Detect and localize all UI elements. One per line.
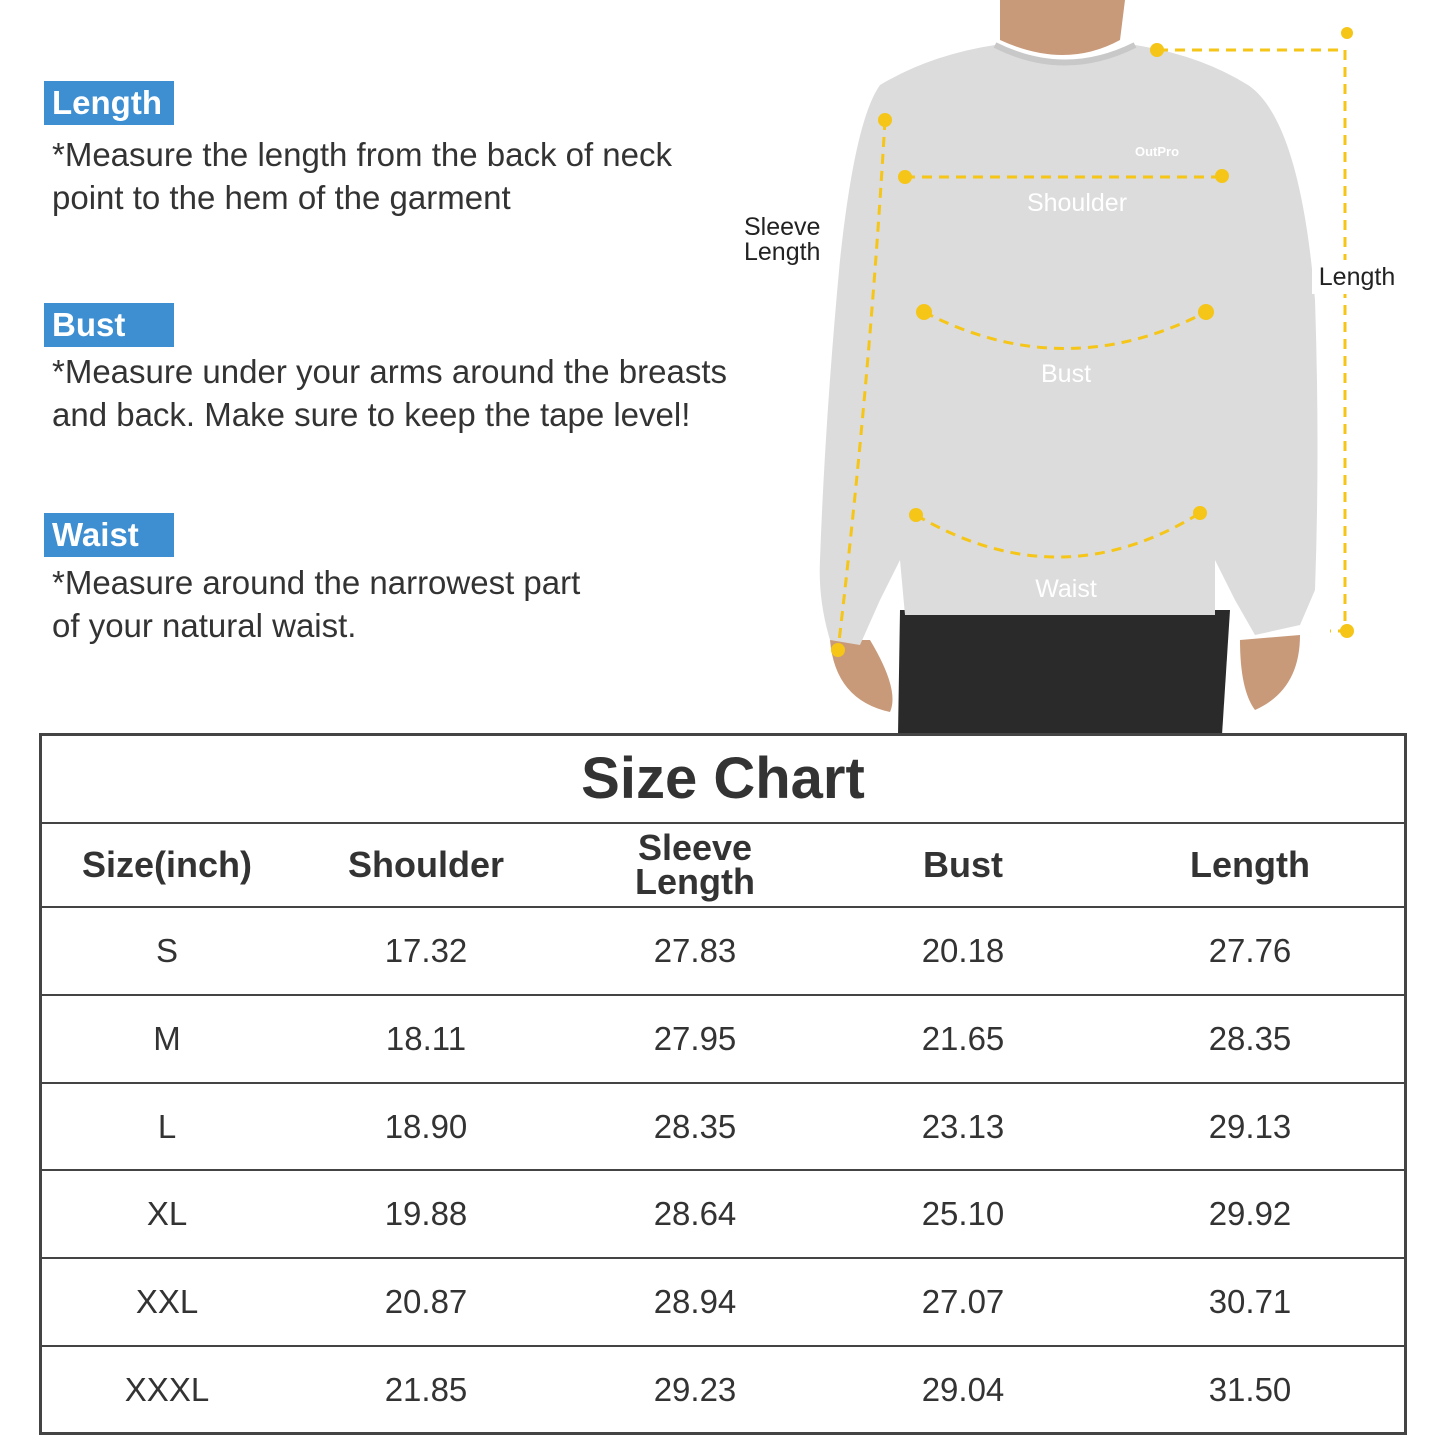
header-bust: Bust [923,844,1003,885]
cell-sleeve: 27.83 [653,931,737,969]
cell-length: 27.76 [1208,931,1292,969]
cell-bust: 27.07 [921,1283,1005,1321]
table-row [42,996,1404,1084]
cell-size: XXL [135,1283,199,1321]
cell-shoulder: 18.11 [385,1019,467,1057]
cell-sleeve: 28.64 [653,1195,737,1233]
table-row [42,1084,1404,1172]
bust-desc-line1: *Measure under your arms around the breasts [52,353,728,390]
right-hand [1240,635,1300,710]
cell-length: 31.50 [1208,1371,1292,1409]
neck-skin [1000,0,1125,55]
waist-tag: Waist [44,513,174,557]
header-size: Size(inch) [81,844,252,885]
bust-label: Bust [1040,360,1092,388]
cell-length: 29.92 [1208,1195,1292,1233]
cell-size: XXXL [124,1371,210,1409]
cell-bust: 20.18 [921,931,1005,969]
cell-bust: 23.13 [921,1107,1005,1145]
header-length: Length [1190,844,1310,885]
table-body [42,908,1404,1433]
bust-desc-line2: and back. Make sure to keep the tape level! [52,396,691,433]
garment-figure [740,0,1445,735]
cell-shoulder: 19.88 [384,1195,468,1233]
cell-length: 29.13 [1208,1107,1292,1145]
cell-bust: 25.10 [921,1195,1005,1233]
cell-shoulder: 21.85 [384,1371,468,1409]
cell-sleeve: 27.95 [653,1019,737,1057]
shirt-body [820,45,1318,645]
cell-size: XL [146,1195,188,1233]
cell-sleeve: 28.94 [653,1283,737,1321]
cell-length: 30.71 [1208,1283,1292,1321]
table-row [42,1171,1404,1259]
brand-logo: OutPro [1134,144,1180,159]
sleeve-label-line2: Length [744,238,821,266]
header-sleeve-length [560,824,830,906]
sleeve-label-line1: Sleeve [744,213,821,241]
cell-size: L [157,1107,177,1145]
header-sleeve-line2: Length [635,861,755,902]
cell-shoulder: 17.32 [384,931,468,969]
cell-length: 28.35 [1208,1019,1292,1057]
cell-shoulder: 18.90 [384,1107,468,1145]
table-row [42,1259,1404,1347]
waist-label: Waist [1035,575,1097,603]
cell-bust: 21.65 [921,1019,1005,1057]
shoulder-label: Shoulder [1026,189,1128,217]
length-desc-line1: *Measure the length from the back of neck [52,136,673,173]
length-desc-line2: point to the hem of the garment [52,179,511,216]
cell-sleeve: 28.35 [653,1107,737,1145]
waist-desc-line1: *Measure around the narrowest part [52,564,581,601]
header-sleeve-line1: Sleeve [637,827,753,868]
cell-sleeve: 29.23 [653,1371,737,1409]
pants [898,610,1230,735]
cell-size: M [153,1019,181,1057]
header-shoulder: Shoulder [347,844,504,885]
bust-tag: Bust [44,303,174,347]
size-chart-table [39,733,1407,1435]
size-chart-title: Size Chart [42,736,1404,824]
table-row [42,1347,1404,1433]
length-tag: Length [44,81,174,125]
waist-desc-line2: of your natural waist. [52,607,357,644]
table-row [42,908,1404,996]
table-header-row [42,824,1404,908]
cell-bust: 29.04 [921,1371,1005,1409]
cell-size: S [155,931,178,969]
length-label: Length [1318,263,1396,291]
cell-shoulder: 20.87 [384,1283,468,1321]
